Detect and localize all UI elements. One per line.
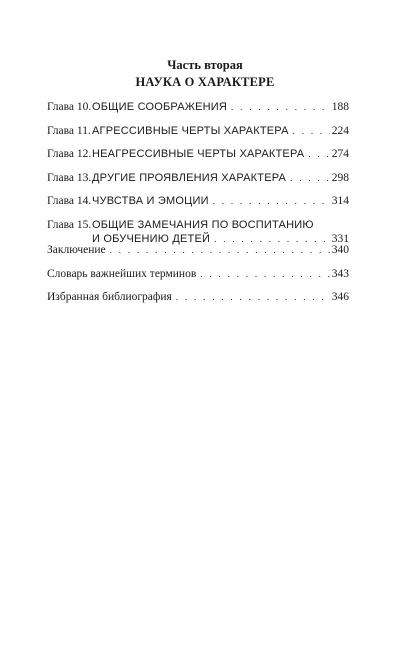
toc-entry (47, 290, 349, 304)
chapter-title: АГРЕССИВНЫЕ ЧЕРТЫ ХАРАКТЕРА (92, 124, 289, 137)
page-number: 314 (331, 195, 349, 207)
page-number: 340 (331, 244, 349, 256)
chapter-number: Глава 11. (47, 124, 91, 137)
toc-entry (47, 100, 349, 114)
chapter-toc-list (47, 100, 349, 255)
chapter-number: Глава 12. (47, 148, 92, 160)
page-number: 224 (331, 124, 349, 137)
toc-entry (47, 267, 349, 281)
toc-entry (47, 218, 349, 246)
toc-entry (47, 194, 349, 208)
dot-leader (290, 171, 330, 185)
dot-leader (213, 194, 330, 208)
page-number: 331 (331, 232, 349, 245)
part-title: НАУКА О ХАРАКТЕРЕ (135, 75, 275, 89)
toc-entry (47, 243, 349, 257)
chapter-title: ОБЩИЕ ЗАМЕЧАНИЯ ПО ВОСПИТАНИЮ (92, 218, 314, 231)
chapter-number: Глава 14. (47, 195, 92, 207)
page-number: 274 (331, 148, 349, 160)
appendix-toc-list (47, 243, 349, 314)
chapter-number: Глава 13. (47, 171, 92, 184)
toc-entry (47, 171, 349, 185)
dot-leader (176, 290, 330, 304)
section-title: Избранная библиография (47, 291, 172, 303)
chapter-number: Глава 10. (47, 101, 92, 113)
dot-leader (110, 243, 330, 257)
chapter-title: ЧУВСТВА И ЭМОЦИИ (92, 195, 209, 207)
dot-leader (200, 267, 329, 281)
dot-leader (308, 147, 329, 161)
dot-leader (231, 100, 330, 114)
section-title: Словарь важнейших терминов (47, 267, 197, 280)
chapter-title: НЕАГРЕССИВНЫЕ ЧЕРТЫ ХАРАКТЕРА (92, 148, 305, 160)
part-label: Часть вторая (167, 58, 243, 72)
chapter-title: ДРУГИЕ ПРОЯВЛЕНИЯ ХАРАКТЕРА (92, 171, 287, 184)
page-number: 188 (331, 101, 349, 113)
dot-leader (293, 124, 330, 138)
toc-entry (47, 124, 349, 138)
chapter-title: ОБЩИЕ СООБРАЖЕНИЯ (92, 101, 228, 113)
page-number: 298 (331, 171, 349, 184)
page-number: 343 (331, 267, 349, 280)
page-number: 346 (331, 291, 349, 303)
chapter-number: Глава 15. (47, 218, 92, 231)
chapter-title-continued: И ОБУЧЕНИЮ ДЕТЕЙ (92, 232, 211, 245)
section-title: Заключение (47, 244, 106, 256)
toc-entry (47, 147, 349, 161)
